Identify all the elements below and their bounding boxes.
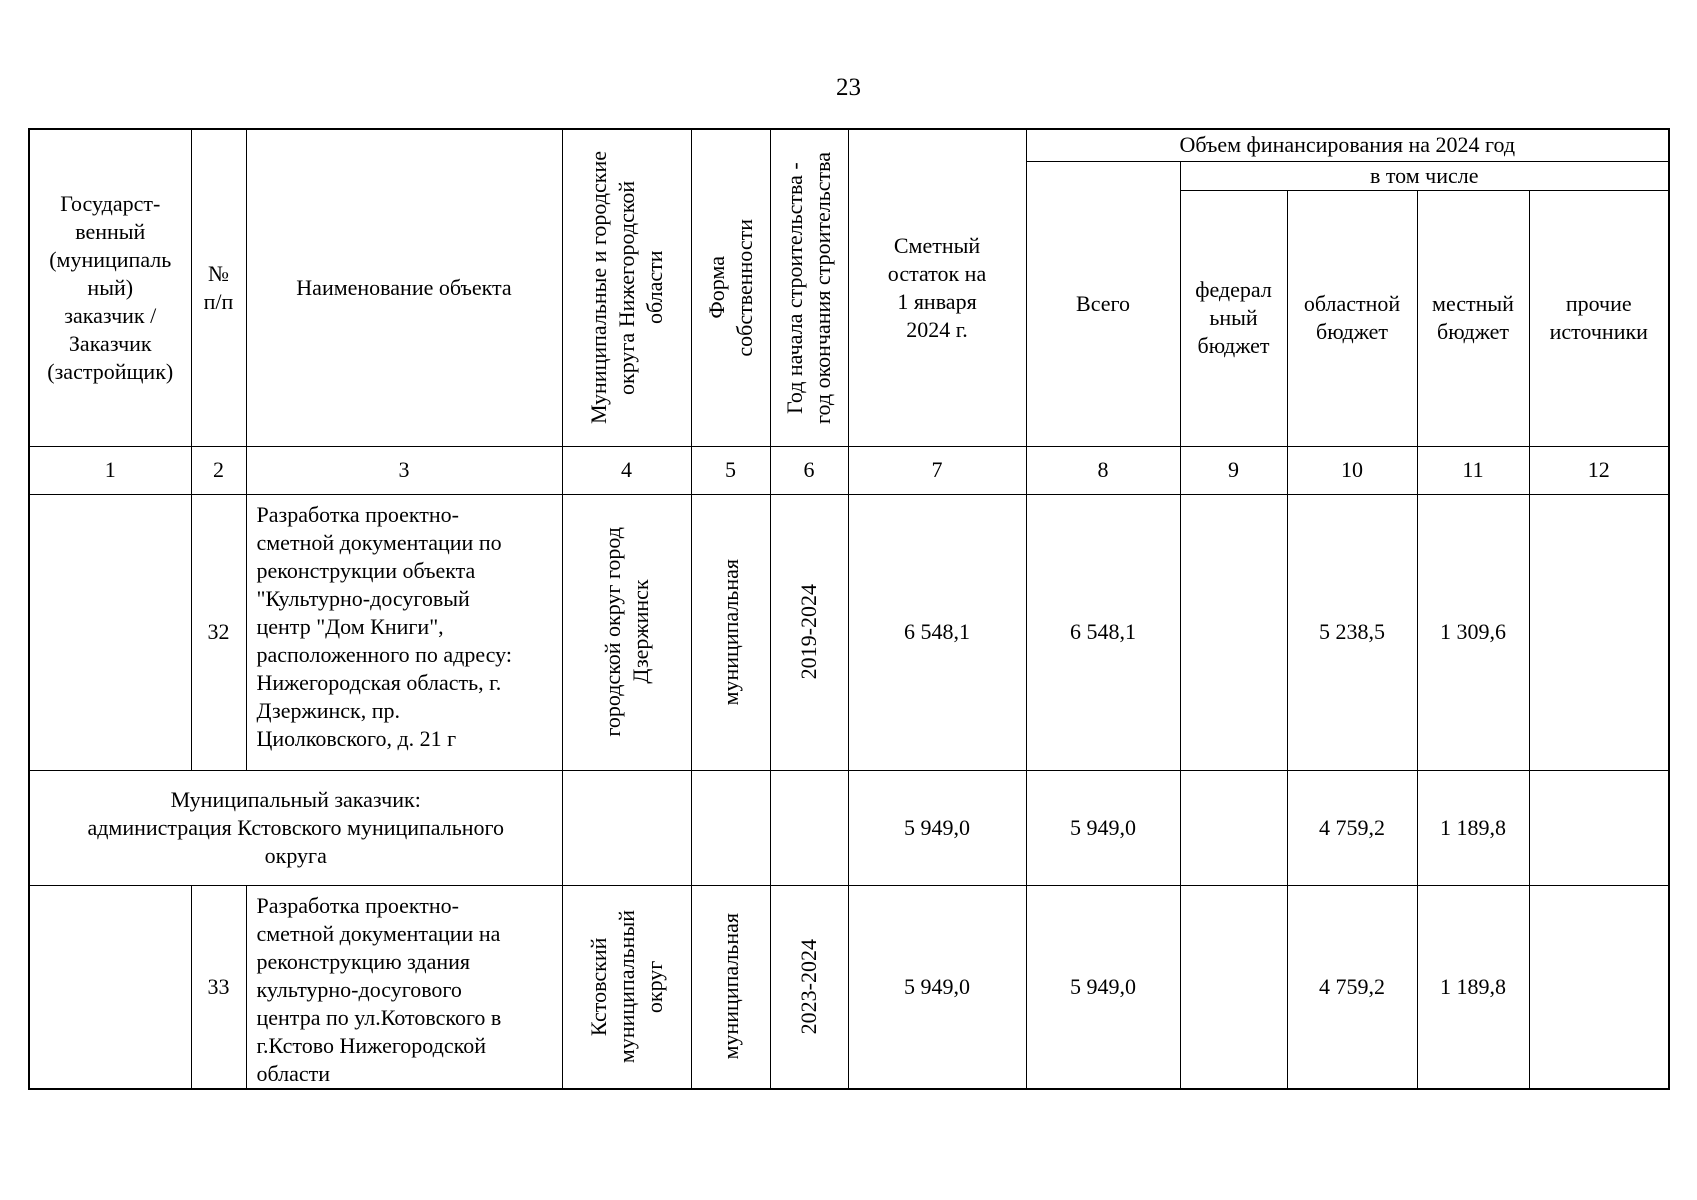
header-object-name: Наименование объекта xyxy=(246,129,562,446)
row-estimate: 5 949,0 xyxy=(848,885,1026,1089)
customer-total: 5 949,0 xyxy=(1026,770,1180,885)
header-districts-cell xyxy=(562,129,691,446)
row-years: 2023-2024 xyxy=(796,938,821,1035)
row-number: 33 xyxy=(191,885,246,1089)
header-federal: федерал ьный бюджет xyxy=(1180,190,1287,446)
header-regional: областной бюджет xyxy=(1287,190,1417,446)
column-number: 5 xyxy=(691,446,770,494)
row-ownership-cell xyxy=(691,494,770,770)
column-number: 6 xyxy=(770,446,848,494)
customer-estimate: 5 949,0 xyxy=(848,770,1026,885)
row-district-cell xyxy=(562,885,691,1089)
row-federal xyxy=(1180,885,1287,1089)
column-number: 9 xyxy=(1180,446,1287,494)
row-regional: 5 238,5 xyxy=(1287,494,1417,770)
row-ownership: муниципальная xyxy=(717,558,743,706)
row-district-cell xyxy=(562,494,691,770)
header-years-cell xyxy=(770,129,848,446)
row-other xyxy=(1529,885,1669,1089)
column-number: 7 xyxy=(848,446,1026,494)
row-object-name: Разработка проектно- сметной документации на реконструкцию здания культурно-досугового центра по ул.Котовского в г.Кстово Нижегородской области xyxy=(246,885,562,1089)
header-customer: Государст- венный (муниципаль ный) заказчик / Заказчик (застройщик) xyxy=(29,129,191,446)
row-total: 6 548,1 xyxy=(1026,494,1180,770)
header-ownership-cell xyxy=(691,129,770,446)
row-local: 1 189,8 xyxy=(1417,885,1529,1089)
row-years-cell xyxy=(770,494,848,770)
column-number: 8 xyxy=(1026,446,1180,494)
column-numbers-row xyxy=(29,446,1669,494)
table-row xyxy=(29,494,1669,770)
header-estimate: Сметный остаток на 1 января 2024 г. xyxy=(848,129,1026,446)
header-local: местный бюджет xyxy=(1417,190,1529,446)
column-number: 11 xyxy=(1417,446,1529,494)
row-other xyxy=(1529,494,1669,770)
customer-local: 1 189,8 xyxy=(1417,770,1529,885)
row-ownership: муниципальная xyxy=(717,913,743,1060)
row-ownership-cell xyxy=(691,885,770,1089)
row-customer xyxy=(29,494,191,770)
header-years: Год начала строительства - год окончания строительства xyxy=(782,151,835,424)
financing-table xyxy=(28,128,1670,1090)
header-total: Всего xyxy=(1026,161,1180,446)
header-number: № п/п xyxy=(191,129,246,446)
customer-regional: 4 759,2 xyxy=(1287,770,1417,885)
header-districts: Муниципальные и городские округа Нижегородской области xyxy=(585,151,667,425)
column-number: 12 xyxy=(1529,446,1669,494)
customer-label: Муниципальный заказчик: администрация Кстовского муниципального округа xyxy=(29,770,562,885)
row-total: 5 949,0 xyxy=(1026,885,1180,1089)
table-row xyxy=(29,885,1669,1089)
row-object-name: Разработка проектно- сметной документации по реконструкции объекта "Культурно-досуговый центр "Дом Книги", расположенного по адресу: Нижегородская область, г. Дзержинск, пр. Циолковского, д. 21 г xyxy=(246,494,562,770)
customer-ownership xyxy=(691,770,770,885)
row-regional: 4 759,2 xyxy=(1287,885,1417,1089)
column-number: 4 xyxy=(562,446,691,494)
column-number: 1 xyxy=(29,446,191,494)
header-financing-group: Объем финансирования на 2024 год xyxy=(1026,129,1669,161)
header-other: прочие источники xyxy=(1529,190,1669,446)
row-local: 1 309,6 xyxy=(1417,494,1529,770)
column-number: 2 xyxy=(191,446,246,494)
row-customer xyxy=(29,885,191,1089)
row-estimate: 6 548,1 xyxy=(848,494,1026,770)
row-district: городской округ город Дзержинск xyxy=(599,527,653,737)
row-district: Кстовский муниципальный округ xyxy=(585,909,667,1064)
customer-district xyxy=(562,770,691,885)
row-years-cell xyxy=(770,885,848,1089)
column-number: 3 xyxy=(246,446,562,494)
row-years: 2019-2024 xyxy=(796,584,821,680)
row-federal xyxy=(1180,494,1287,770)
customer-federal xyxy=(1180,770,1287,885)
page-number: 23 xyxy=(836,74,861,101)
customer-row xyxy=(29,770,1669,885)
row-number: 32 xyxy=(191,494,246,770)
customer-years xyxy=(770,770,848,885)
column-number: 10 xyxy=(1287,446,1417,494)
header-including: в том числе xyxy=(1180,161,1669,190)
customer-other xyxy=(1529,770,1669,885)
header-ownership: Форма собственности xyxy=(703,218,757,357)
